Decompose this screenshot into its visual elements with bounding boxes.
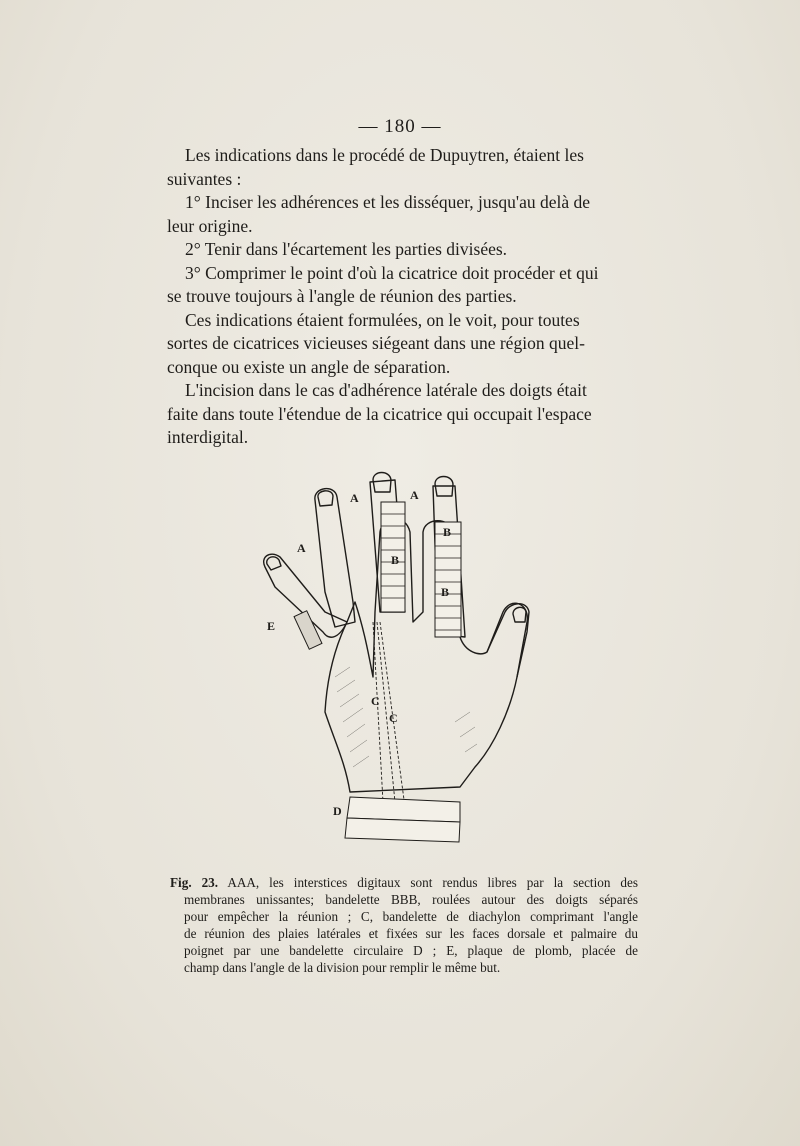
text-line: 3° Comprimer le point d'où la cicatrice doit procéder et qui xyxy=(185,262,599,283)
hand-engraving xyxy=(255,462,545,852)
finger-bandages xyxy=(381,502,461,637)
paragraph-1 xyxy=(167,144,635,191)
text-line: suivantes : xyxy=(167,168,242,189)
paragraph-6 xyxy=(167,379,635,450)
label-a: A xyxy=(350,491,359,505)
figure-label: Fig. 23. xyxy=(170,875,219,890)
page-number: — 180 — xyxy=(358,116,442,137)
thumb xyxy=(487,604,529,677)
text-line: Ces indications étaient formulées, on le voit, pour toutes xyxy=(185,309,580,330)
label-b: B xyxy=(391,553,400,567)
caption-line: de réunion des plaies latérales et fixées sur les faces dorsale et palmaire du xyxy=(184,926,638,941)
lead-plate xyxy=(294,611,322,650)
text-line: se trouve toujours à l'angle de réunion des parties. xyxy=(167,286,517,306)
shading xyxy=(335,667,477,767)
caption-line: champ dans l'angle de la division pour remplir le même but. xyxy=(184,960,501,975)
text-line: 2° Tenir dans l'écartement les parties divisées. xyxy=(185,239,508,259)
label-b: B xyxy=(443,525,452,539)
palm-outline xyxy=(325,519,527,792)
caption-line xyxy=(170,874,638,891)
label-b: B xyxy=(441,585,450,599)
figure-caption xyxy=(170,874,638,976)
label-a: A xyxy=(297,541,306,555)
paragraph-3 xyxy=(167,238,635,262)
text-line: sortes de cicatrices vicieuses siégeant dans une région quel- xyxy=(167,333,585,353)
text-line: 1° Inciser les adhérences et les disséquer, jusqu'au delà de xyxy=(185,192,590,212)
paragraph-5 xyxy=(167,309,635,380)
text-line: leur origine. xyxy=(167,215,253,236)
text-line: Les indications dans le procédé de Dupuytren, étaient les xyxy=(185,145,584,165)
caption-text: AAA, les interstices digitaux sont rendus libres par la section des xyxy=(227,875,638,890)
label-d: D xyxy=(333,804,342,818)
label-a: A xyxy=(410,488,419,502)
label-c: C xyxy=(371,694,380,708)
caption-line: membranes unissantes; bandelette BBB, roulées autour des doigts séparés xyxy=(184,892,638,907)
text-line: interdigital. xyxy=(167,427,249,447)
text-line: L'incision dans le cas d'adhérence latérale des doigts était xyxy=(185,380,587,400)
body-text xyxy=(167,144,635,450)
paragraph-4 xyxy=(167,262,635,309)
paragraph-2 xyxy=(167,191,635,238)
caption-line: poignet par une bandelette circulaire D ; E, plaque de plomb, placée de xyxy=(184,943,638,958)
label-e: E xyxy=(267,619,276,633)
caption-line: pour empêcher la réunion ; C, bandelette de diachylon comprimant l'angle xyxy=(184,909,638,924)
text-line: faite dans toute l'étendue de la cicatrice qui occupait l'espace xyxy=(167,403,592,424)
wrist-bandage xyxy=(345,797,460,842)
hand-illustration xyxy=(255,462,545,852)
label-c: C xyxy=(389,711,398,725)
text-line: conque ou existe un angle de séparation. xyxy=(167,356,451,377)
